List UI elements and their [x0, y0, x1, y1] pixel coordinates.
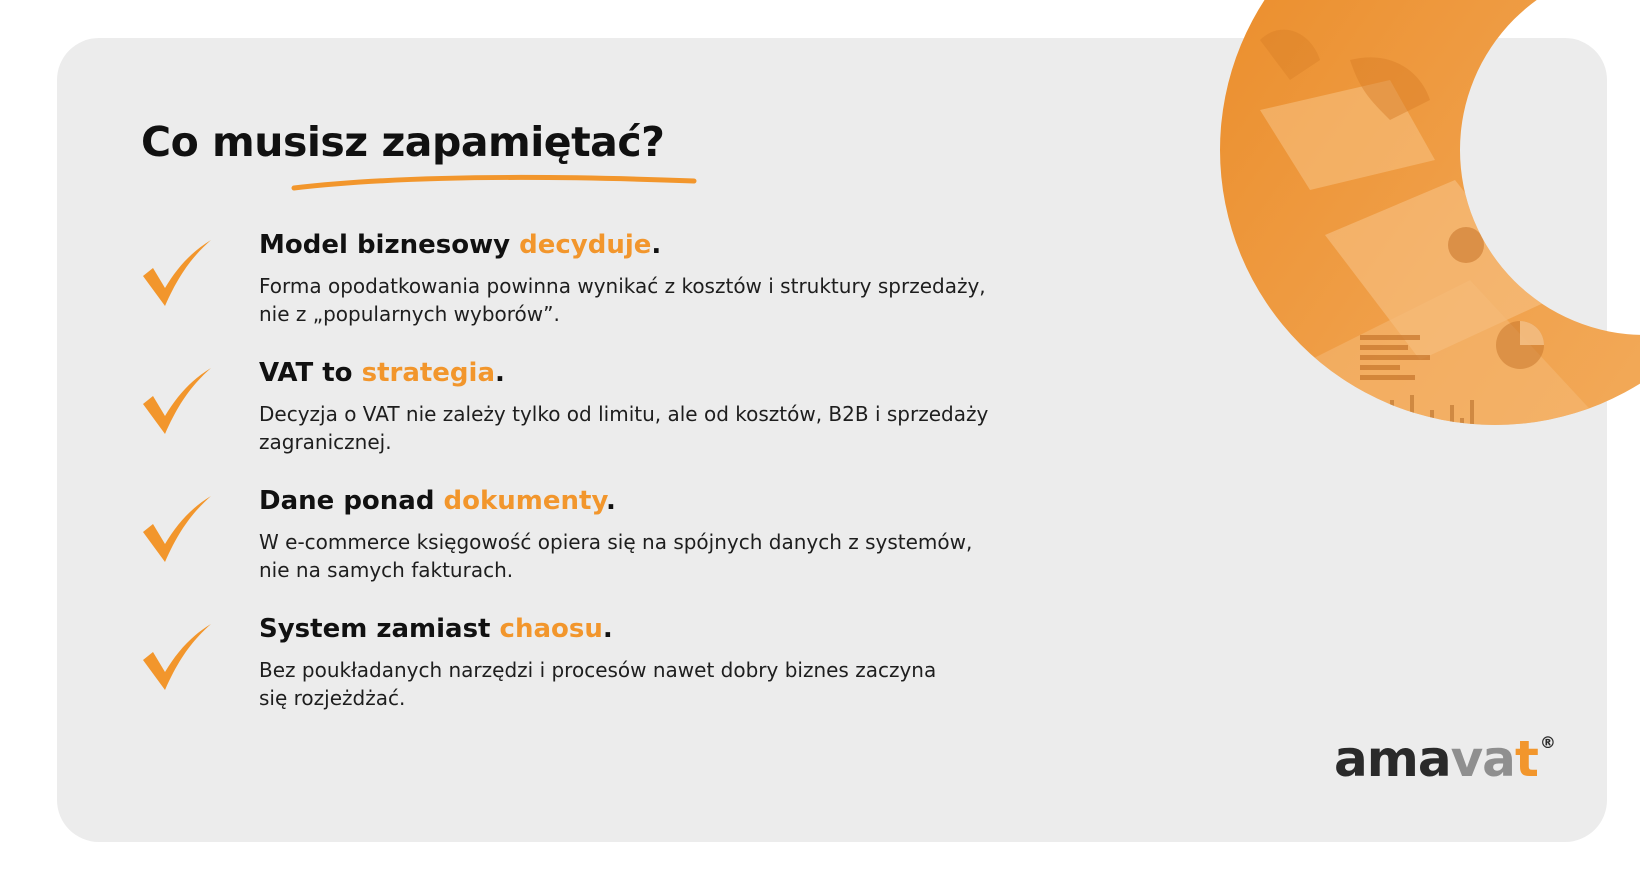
page-title: Co musisz zapamiętać?	[141, 118, 665, 166]
item-description: Bez poukładanych narzędzi i procesów nawet dobry biznes zaczyna się rozjeżdżać.	[259, 658, 937, 710]
list-item	[141, 230, 1101, 340]
amavat-logo: amavat ®	[1334, 730, 1555, 788]
decorative-photo-ring	[1220, 0, 1640, 600]
checkmark-icon	[141, 492, 213, 566]
item-heading: Model biznesowy decyduje.	[259, 230, 662, 260]
list-item	[141, 614, 1101, 724]
title-underline	[290, 170, 700, 194]
list-item	[141, 358, 1101, 468]
item-description: W e-commerce księgowość opiera się na spójnych danych z systemów, nie na samych fakturach.	[259, 530, 973, 582]
item-heading: Dane ponad dokumenty.	[259, 486, 616, 516]
list-item	[141, 486, 1101, 596]
checkmark-icon	[141, 620, 213, 694]
checkmark-icon	[141, 236, 213, 310]
item-description: Decyzja o VAT nie zależy tylko od limitu, ale od kosztów, B2B i sprzedaży zagranicznej.	[259, 402, 989, 454]
item-description: Forma opodatkowania powinna wynikać z kosztów i struktury sprzedaży, nie z „popularnych wyborów”.	[259, 274, 986, 326]
item-heading: VAT to strategia.	[259, 358, 505, 388]
item-heading: System zamiast chaosu.	[259, 614, 613, 644]
checkmark-icon	[141, 364, 213, 438]
